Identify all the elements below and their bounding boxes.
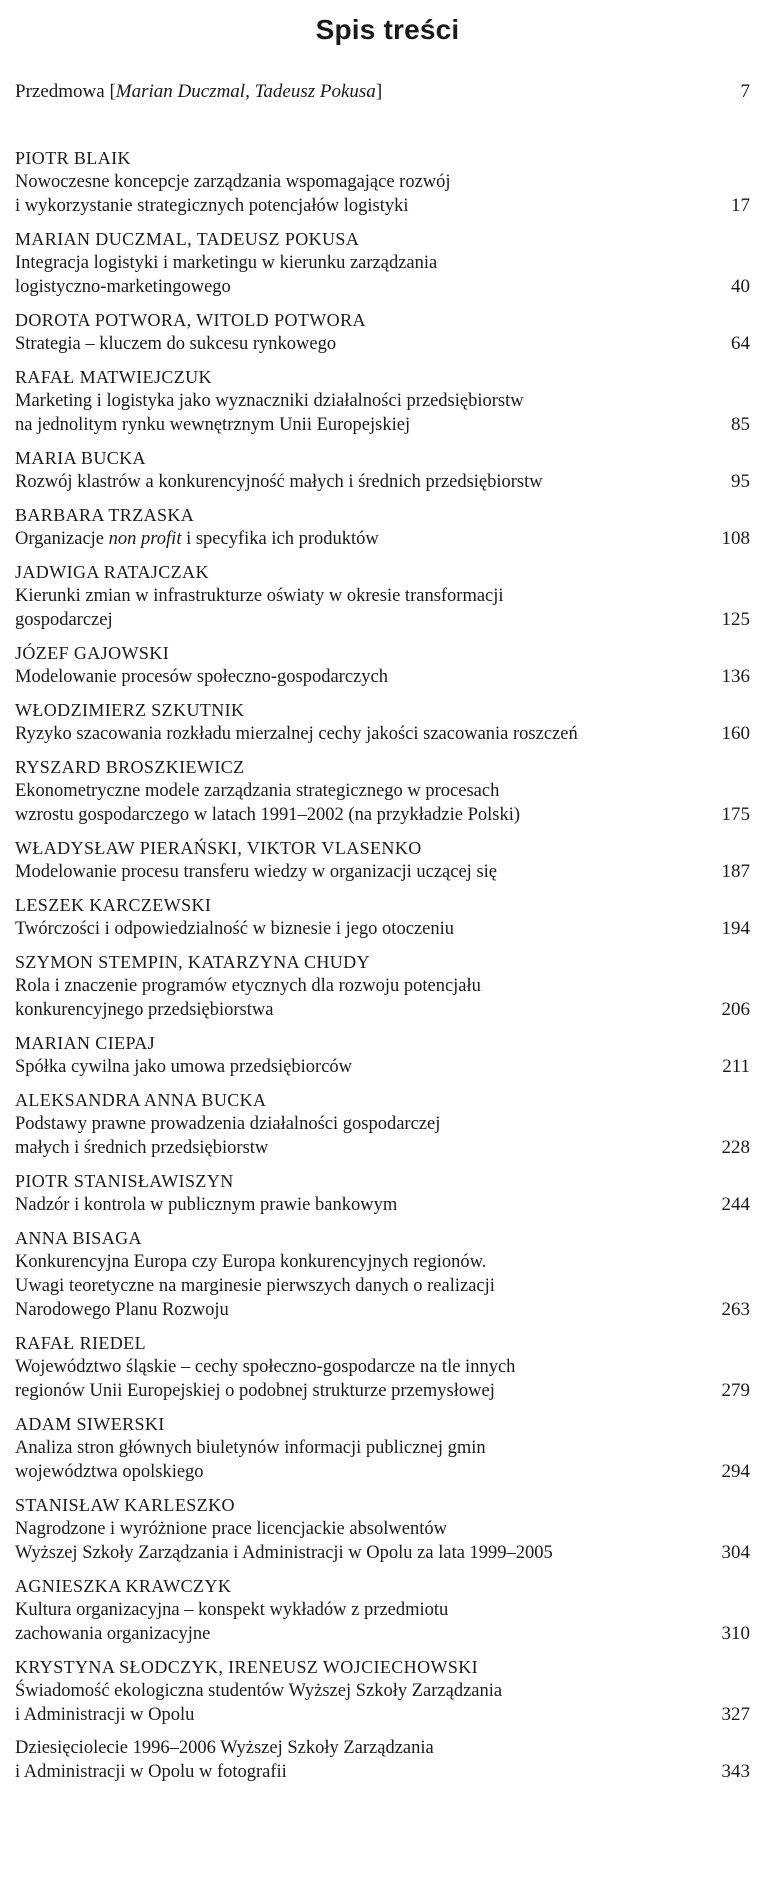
toc-entry-author: PIOTR STANISŁAWISZYN (15, 1171, 234, 1191)
preface-entry[interactable] (15, 80, 760, 104)
preface-bracket: ] (375, 81, 383, 102)
toc-entry-title-line: i Administracji w Opolu w fotografii (15, 1762, 287, 1782)
preface-authors: Marian Duczmal, Tadeusz Pokusa (115, 81, 376, 102)
toc-entry-body (15, 227, 690, 299)
toc-entry-page-number: 244 (721, 1194, 750, 1215)
toc-entry-title-line: Województwo śląskie – cechy społeczno-gospodarcze na tle innych (15, 1357, 516, 1377)
toc-entry-title-line: Twórczości i odpowiedzialność w biznesie i jego otoczeniu (15, 919, 454, 939)
toc-entry-title-line: Integracja logistyki i marketingu w kierunku zarządzania (15, 253, 438, 273)
toc-entry[interactable] (15, 1736, 760, 1784)
toc-entry-body (15, 1031, 690, 1079)
toc-entry[interactable] (15, 560, 760, 632)
toc-entry-page-number: 263 (721, 1299, 750, 1320)
toc-entry-page-number: 279 (721, 1380, 750, 1401)
toc-entry-author: MARIAN DUCZMAL, TADEUSZ POKUSA (15, 229, 360, 249)
toc-entry-title-line: Modelowanie procesu transferu wiedzy w organizacji uczącej się (15, 862, 497, 882)
toc-entry-page-number: 343 (721, 1761, 750, 1782)
toc-entry[interactable] (15, 227, 760, 299)
toc-entry[interactable] (15, 146, 760, 218)
italic-term: non profit (108, 529, 182, 549)
toc-entry-page-number: 175 (721, 804, 750, 825)
toc-entry-title-line: Rozwój klastrów a konkurencyjność małych i średnich przedsiębiorstw (15, 472, 543, 492)
toc-entry[interactable] (15, 1412, 760, 1484)
toc-entry[interactable] (15, 503, 760, 551)
toc-entry-body (15, 950, 690, 1022)
toc-entry[interactable] (15, 1226, 760, 1322)
toc-entry-title-line: gospodarczej (15, 610, 113, 630)
toc-entry-title-line: wzrostu gospodarczego w latach 1991–2002 (na przykładzie Polski) (15, 805, 521, 825)
toc-entry-page-number: 194 (721, 918, 750, 939)
toc-entry-title-line: Nagrodzone i wyróżnione prace licencjackie absolwentów (15, 1519, 447, 1539)
toc-entry-author: STANISŁAW KARLESZKO (15, 1495, 235, 1515)
toc-entry-title-line: Dziesięciolecie 1996–2006 Wyższej Szkoły Zarządzania (15, 1738, 434, 1758)
toc-entry-page-number: 108 (721, 528, 750, 549)
toc-entry-body (15, 446, 690, 494)
toc-entry-body (15, 893, 690, 941)
toc-entry-page-number: 125 (721, 609, 750, 630)
toc-entry-title-line: konkurencyjnego przedsiębiorstwa (15, 1000, 274, 1020)
toc-entry-title-line: Uwagi teoretyczne na marginesie pierwszych danych o realizacji (15, 1276, 495, 1296)
toc-entry[interactable] (15, 1331, 760, 1403)
toc-entry-title-line: Konkurencyjna Europa czy Europa konkurencyjnych regionów. (15, 1252, 487, 1272)
toc-entry[interactable] (15, 1574, 760, 1646)
toc-entry-body (15, 698, 690, 746)
toc-entry-title-line: Kultura organizacyjna – konspekt wykładów z przedmiotu (15, 1600, 449, 1620)
toc-entry-page-number: 85 (731, 414, 750, 435)
toc-entry[interactable] (15, 950, 760, 1022)
toc-entry-title-line: Narodowego Planu Rozwoju (15, 1300, 229, 1320)
toc-entry-page-number: 304 (721, 1542, 750, 1563)
toc-entry-body (15, 503, 690, 551)
toc-entry-title-line: Ekonometryczne modele zarządzania strategicznego w procesach (15, 781, 500, 801)
toc-entry-author: ADAM SIWERSKI (15, 1414, 165, 1434)
toc-entry[interactable] (15, 641, 760, 689)
toc-entry-title-line: małych i średnich przedsiębiorstw (15, 1138, 269, 1158)
toc-entry-author: JÓZEF GAJOWSKI (15, 643, 170, 663)
toc-entry-author: WŁODZIMIERZ SZKUTNIK (15, 700, 245, 720)
toc-entry-author: ALEKSANDRA ANNA BUCKA (15, 1090, 267, 1110)
toc-entry-title-line: Kierunki zmian w infrastrukturze oświaty w okresie transformacji (15, 586, 504, 606)
toc-entry-author: MARIA BUCKA (15, 448, 146, 468)
toc-entry-page-number: 17 (731, 195, 750, 216)
preface-label: Przedmowa [ (15, 81, 116, 102)
toc-entry-page-number: 310 (721, 1623, 750, 1644)
toc-entry[interactable] (15, 1493, 760, 1565)
toc-entry[interactable] (15, 446, 760, 494)
toc-entry-page-number: 211 (722, 1056, 750, 1077)
toc-entry-title-line: Strategia – kluczem do sukcesu rynkowego (15, 334, 337, 354)
toc-entry-title-line: Modelowanie procesów społeczno-gospodarczych (15, 667, 388, 687)
toc-entry-page-number: 327 (721, 1704, 750, 1725)
toc-entry-title-line: i wykorzystanie strategicznych potencjałów logistyki (15, 196, 409, 216)
toc-entry-author: DOROTA POTWORA, WITOLD POTWORA (15, 310, 366, 330)
toc-entry[interactable] (15, 1031, 760, 1079)
toc-entry-body (15, 1736, 690, 1784)
toc-entry[interactable] (15, 893, 760, 941)
toc-entry-title-line: na jednolitym rynku wewnętrznym Unii Europejskiej (15, 415, 411, 435)
page-title: Spis treści (315, 14, 460, 45)
toc-entry-author: AGNIESZKA KRAWCZYK (15, 1576, 232, 1596)
toc-entry-body (15, 365, 690, 437)
toc-entry-author: ANNA BISAGA (15, 1228, 142, 1248)
toc-entry-title-line: Analiza stron głównych biuletynów informacji publicznej gmin (15, 1438, 486, 1458)
toc-entry-title-line: Nowoczesne koncepcje zarządzania wspomagające rozwój (15, 172, 451, 192)
toc-entry-title-line: Wyższej Szkoły Zarządzania i Administracji w Opolu za lata 1999–2005 (15, 1543, 553, 1563)
toc-entry-page-number: 206 (721, 999, 750, 1020)
table-of-contents (15, 14, 760, 1793)
toc-entry-title-line: logistyczno-marketingowego (15, 277, 231, 297)
toc-entry-body (15, 836, 690, 884)
toc-entry-page-number: 228 (721, 1137, 750, 1158)
toc-entry-body (15, 560, 690, 632)
toc-entry-title-line: Spółka cywilna jako umowa przedsiębiorców (15, 1057, 353, 1077)
toc-entry[interactable] (15, 308, 760, 356)
toc-entries (15, 146, 760, 1784)
toc-entry[interactable] (15, 755, 760, 827)
toc-entry-page-number: 40 (731, 276, 750, 297)
toc-entry-author: RAFAŁ MATWIEJCZUK (15, 367, 212, 387)
toc-entry[interactable] (15, 698, 760, 746)
toc-entry-author: PIOTR BLAIK (15, 148, 131, 168)
toc-entry-body (15, 1655, 690, 1727)
toc-entry-title-line: Organizacje non profit i specyfika ich produktów (15, 529, 379, 549)
toc-entry-body (15, 1574, 690, 1646)
toc-entry-body (15, 755, 690, 827)
toc-entry[interactable] (15, 1088, 760, 1160)
toc-entry-title-line: Marketing i logistyka jako wyznaczniki działalności przedsiębiorstw (15, 391, 524, 411)
toc-entry-body (15, 1412, 690, 1484)
toc-entry-author: MARIAN CIEPAJ (15, 1033, 156, 1053)
toc-entry-body (15, 1169, 690, 1217)
toc-entry-author: SZYMON STEMPIN, KATARZYNA CHUDY (15, 952, 370, 972)
toc-entry[interactable] (15, 1655, 760, 1727)
toc-entry[interactable] (15, 365, 760, 437)
toc-entry-page-number: 294 (721, 1461, 750, 1482)
toc-entry-author: RAFAŁ RIEDEL (15, 1333, 146, 1353)
toc-entry-author: WŁADYSŁAW PIERAŃSKI, VIKTOR VLASENKO (15, 838, 422, 858)
toc-entry-page-number: 160 (721, 723, 750, 744)
toc-entry-body (15, 1226, 690, 1322)
toc-entry-body (15, 1331, 690, 1403)
toc-entry-title-line: Rola i znaczenie programów etycznych dla rozwoju potencjału (15, 976, 481, 996)
toc-entry-body (15, 1493, 690, 1565)
toc-entry-title-line: województwa opolskiego (15, 1462, 204, 1482)
toc-entry-title-line: Świadomość ekologiczna studentów Wyższej Szkoły Zarządzania (15, 1681, 503, 1701)
toc-entry-author: RYSZARD BROSZKIEWICZ (15, 757, 245, 777)
toc-entry-author: LESZEK KARCZEWSKI (15, 895, 212, 915)
preface-text (15, 80, 690, 104)
toc-entry-page-number: 95 (731, 471, 750, 492)
toc-entry-body (15, 1088, 690, 1160)
toc-entry-author: BARBARA TRZASKA (15, 505, 195, 525)
toc-entry-body (15, 146, 690, 218)
preface-page-number: 7 (740, 81, 750, 102)
toc-entry-page-number: 136 (721, 666, 750, 687)
toc-entry-body (15, 308, 690, 356)
toc-entry-page-number: 187 (721, 861, 750, 882)
toc-entry-body (15, 641, 690, 689)
toc-entry-title-line: regionów Unii Europejskiej o podobnej strukturze przemysłowej (15, 1381, 495, 1401)
toc-entry-title-line: Ryzyko szacowania rozkładu mierzalnej cechy jakości szacowania roszczeń (15, 724, 578, 744)
toc-entry[interactable] (15, 836, 760, 884)
toc-entry[interactable] (15, 1169, 760, 1217)
toc-entry-author: KRYSTYNA SŁODCZYK, IRENEUSZ WOJCIECHOWSKI (15, 1657, 479, 1677)
toc-entry-title-line: Nadzór i kontrola w publicznym prawie bankowym (15, 1195, 398, 1215)
toc-entry-title-line: i Administracji w Opolu (15, 1705, 195, 1725)
toc-entry-title-line: zachowania organizacyjne (15, 1624, 211, 1644)
toc-entry-title-line: Podstawy prawne prowadzenia działalności gospodarczej (15, 1114, 441, 1134)
toc-entry-page-number: 64 (731, 333, 750, 354)
toc-entry-author: JADWIGA RATAJCZAK (15, 562, 209, 582)
